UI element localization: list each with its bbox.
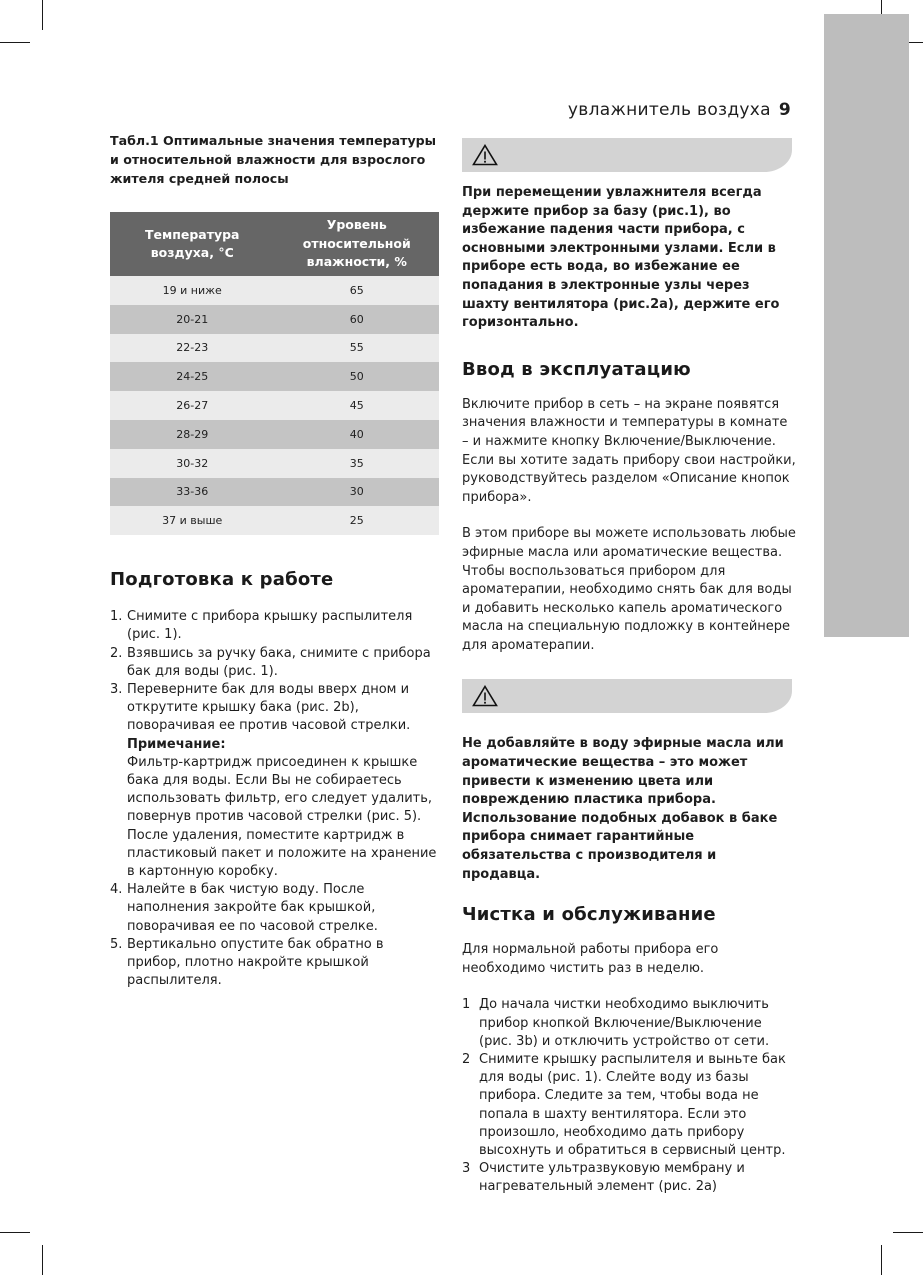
crop-mark bbox=[0, 42, 30, 43]
step-text: Переверните бак для воды вверх дном и открутите крышку бака (рис. 2b), поворачивая ее против часовой стрелки. bbox=[127, 681, 411, 734]
cell-humidity: 45 bbox=[275, 391, 440, 420]
note-label: Примечание: bbox=[127, 736, 226, 752]
step-number: 1 bbox=[462, 997, 471, 1013]
table-row bbox=[110, 506, 439, 535]
warning-text-oils: Не добавляйте в воду эфирные масла или ароматические вещества – это может привести к изменению цвета или повреждению пластика прибора. Использование подобных добавок в баке прибора снимает гарантийные обязательства с производителя и продавца. bbox=[462, 736, 784, 882]
table-row bbox=[110, 305, 439, 334]
column-header-temperature: Температура воздуха, °C bbox=[110, 212, 275, 276]
step-text: Очистите ультразвуковую мембрану и нагревательный элемент (рис. 2а) bbox=[479, 1161, 745, 1195]
list-item bbox=[110, 608, 440, 644]
cell-humidity: 50 bbox=[275, 362, 440, 391]
cell-temperature: 30-32 bbox=[110, 449, 275, 478]
cell-humidity: 65 bbox=[275, 276, 440, 305]
list-item bbox=[462, 996, 797, 1051]
step-number: 2. bbox=[110, 645, 123, 661]
list-item bbox=[462, 1051, 797, 1160]
cleaning-intro: Для нормальной работы прибора его необходимо чистить раз в неделю. bbox=[462, 942, 719, 976]
table-row bbox=[110, 362, 439, 391]
warning-bar bbox=[462, 138, 792, 172]
cell-temperature: 19 и ниже bbox=[110, 276, 275, 305]
list-item bbox=[462, 1160, 797, 1196]
list-item bbox=[110, 681, 440, 881]
left-column bbox=[110, 131, 440, 990]
table-row bbox=[110, 449, 439, 478]
cell-temperature: 37 и выше bbox=[110, 506, 275, 535]
paragraph: Включите прибор в сеть – на экране появятся значения влажности и температуры в комнате – и нажмите кнопку Включение/Выключение. Если вы хотите задать прибору свои настройки, руководствуйтесь разделом «Описание кнопок прибора». bbox=[462, 396, 796, 505]
step-number: 4. bbox=[110, 882, 123, 898]
cell-temperature: 28-29 bbox=[110, 420, 275, 449]
section-heading-preparation: Подготовка к работе bbox=[110, 569, 334, 591]
table-row bbox=[110, 391, 439, 420]
step-number: 5. bbox=[110, 936, 123, 952]
list-item bbox=[110, 645, 440, 681]
table-row bbox=[110, 478, 439, 507]
table-caption: Табл.1 Оптимальные значения температуры и относительной влажности для взрослого жителя средней полосы bbox=[110, 133, 437, 186]
cell-humidity: 30 bbox=[275, 478, 440, 507]
preparation-steps bbox=[110, 608, 440, 990]
table-row bbox=[110, 420, 439, 449]
warning-bar bbox=[462, 679, 792, 713]
running-header bbox=[568, 100, 791, 120]
step-number: 2 bbox=[462, 1052, 471, 1068]
step-text: Взявшись за ручку бака, снимите с прибора бак для воды (рис. 1). bbox=[127, 645, 431, 679]
warning-triangle-icon bbox=[472, 144, 498, 166]
cell-temperature: 24-25 bbox=[110, 362, 275, 391]
warning-triangle-icon bbox=[472, 685, 498, 707]
step-text: Вертикально опустите бак обратно в прибор, плотно накройте крышкой распылителя. bbox=[127, 936, 384, 989]
cell-humidity: 55 bbox=[275, 334, 440, 363]
cell-temperature: 26-27 bbox=[110, 391, 275, 420]
cell-humidity: 40 bbox=[275, 420, 440, 449]
step-text: Снимите крышку распылителя и выньте бак для воды (рис. 1). Слейте воду из базы прибора. Следите за тем, чтобы вода не попала в шахту вентилятора. Если это произошло, необходимо дать прибору высохнуть и обратиться в сервисный центр. bbox=[479, 1052, 786, 1159]
table-row bbox=[110, 276, 439, 305]
crop-mark bbox=[881, 1245, 882, 1275]
step-text: До начала чистки необходимо выключить прибор кнопкой Включение/Выключение (рис. 3b) и отключить устройство от сети. bbox=[479, 997, 770, 1049]
cell-humidity: 35 bbox=[275, 449, 440, 478]
humidity-table bbox=[110, 212, 439, 535]
crop-mark bbox=[42, 1245, 43, 1275]
crop-mark bbox=[0, 1232, 30, 1233]
step-number: 1. bbox=[110, 609, 123, 625]
cell-temperature: 33-36 bbox=[110, 478, 275, 507]
step-number: 3 bbox=[462, 1161, 471, 1177]
column-header-humidity: Уровень относительной влажности, % bbox=[275, 212, 440, 276]
step-text: Снимите с прибора крышку распылителя (рис. 1). bbox=[127, 609, 413, 643]
section-heading-commissioning: Ввод в эксплуатацию bbox=[462, 358, 691, 380]
cell-temperature: 20-21 bbox=[110, 305, 275, 334]
section-heading-cleaning: Чистка и обслуживание bbox=[462, 904, 716, 926]
crop-mark bbox=[42, 0, 43, 30]
warning-text-moving: При перемещении увлажнителя всегда держите прибор за базу (рис.1), во избежание падения части прибора, с основными электронными узлами. Если в приборе есть вода, во избежание ее попадания в электронные узлы через шахту вентилятора (рис.2а), держите его горизонтально. bbox=[462, 185, 780, 331]
cell-humidity: 60 bbox=[275, 305, 440, 334]
list-item bbox=[110, 881, 440, 936]
chapter-side-tab bbox=[824, 14, 909, 637]
right-column bbox=[462, 138, 797, 1197]
crop-mark bbox=[893, 1232, 923, 1233]
cell-humidity: 25 bbox=[275, 506, 440, 535]
cell-temperature: 22-23 bbox=[110, 334, 275, 363]
cleaning-steps bbox=[462, 996, 797, 1196]
paragraph: В этом приборе вы можете использовать любые эфирные масла или ароматические вещества. Чтобы воспользоваться прибором для ароматерапии, необходимо снять бак для воды и добавить несколько капель ароматического масла на специальную подложку в контейнере для ароматерапии. bbox=[462, 526, 796, 653]
note-text: Фильтр-картридж присоединен к крышке бака для воды. Если Вы не собираетесь использовать фильтр, его следует удалить, повернув против часовой стрелки (рис. 5). После удаления, поместите картридж в пластиковый пакет и положите на хранение в картонную коробку. bbox=[127, 754, 437, 880]
table-row bbox=[110, 334, 439, 363]
step-number: 3. bbox=[110, 681, 123, 697]
step-text: Налейте в бак чистую воду. После наполнения закройте бак крышкой, поворачивая ее по часовой стрелке. bbox=[127, 882, 378, 934]
page-number: 9 bbox=[778, 100, 791, 120]
list-item bbox=[110, 936, 440, 991]
running-title: увлажнитель воздуха bbox=[567, 100, 771, 120]
